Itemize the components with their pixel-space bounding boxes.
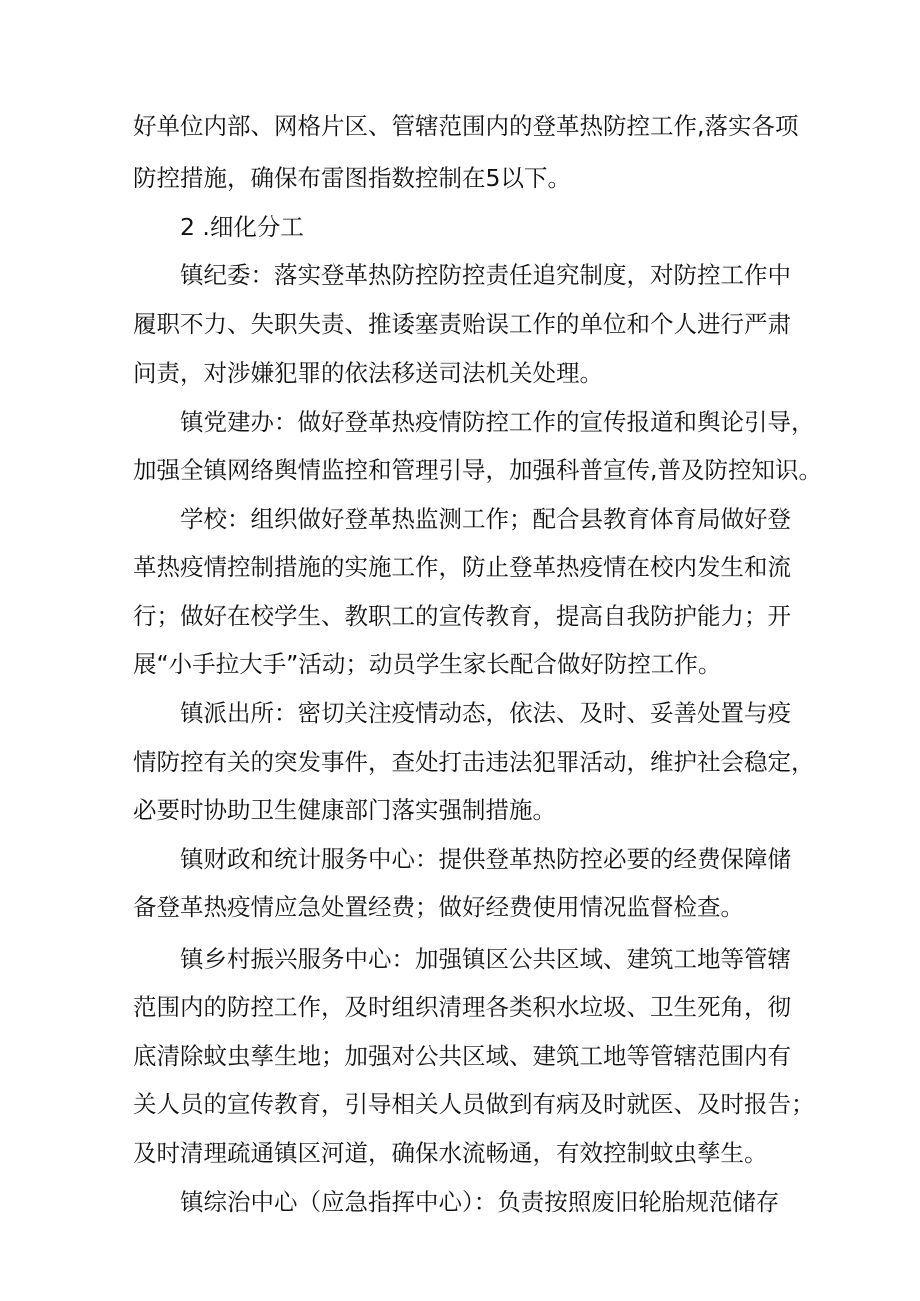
paragraph-start: 镇财政和统计服务中心：提供登革热防控必要的经费保障储 bbox=[180, 845, 791, 873]
text-line: 底清除蚊虫孳生地；加强对公共区域、建筑工地等管辖范围内有 bbox=[133, 1042, 791, 1070]
text-line: 行；做好在校学生、教职工的宣传教育，提高自我防护能力；开 bbox=[133, 602, 791, 630]
text-line: 防控措施，确保布雷图指数控制在5以下。 bbox=[133, 164, 571, 192]
paragraph-start: 镇综治中心（应急指挥中心）：负责按照废旧轮胎规范储存 bbox=[180, 1188, 780, 1216]
paragraph-start: 镇乡村振兴服务中心：加强镇区公共区域、建筑工地等管辖 bbox=[180, 945, 791, 973]
text-line: 关人员的宣传教育，引导相关人员做到有病及时就医、及时报告； bbox=[133, 1090, 815, 1118]
paragraph-start: 学校：组织做好登革热监测工作；配合县教育体育局做好登 bbox=[180, 505, 791, 533]
text-line: 必要时协助卫生健康部门落实强制措施。 bbox=[133, 796, 556, 824]
text-line: 好单位内部、网格片区、管辖范围内的登革热防控工作,落实各项 bbox=[133, 112, 799, 140]
text-line: 情防控有关的突发事件，查处打击违法犯罪活动，维护社会稳定， bbox=[133, 748, 815, 776]
text-line: 革热疫情控制措施的实施工作，防止登革热疫情在校内发生和流 bbox=[133, 553, 791, 581]
text-line: 加强全镇网络舆情监控和管理引导，加强科普宣传,普及防控知识。 bbox=[133, 456, 822, 484]
text-line: 备登革热疫情应急处置经费；做好经费使用情况监督检查。 bbox=[133, 893, 744, 921]
paragraph-start: 镇党建办：做好登革热疫情防控工作的宣传报道和舆论引导， bbox=[180, 408, 815, 436]
paragraph-start: 镇纪委：落实登革热防控防控责任追究制度，对防控工作中 bbox=[180, 261, 791, 289]
section-heading: 2 .细化分工 bbox=[180, 213, 304, 241]
text-line: 及时清理疏通镇区河道，确保水流畅通，有效控制蚊虫孳生。 bbox=[133, 1139, 768, 1167]
text-line: 问责，对涉嫌犯罪的依法移送司法机关处理。 bbox=[133, 359, 603, 387]
paragraph-start: 镇派出所：密切关注疫情动态，依法、及时、妥善处置与疫 bbox=[180, 699, 791, 727]
text-line: 范围内的防控工作，及时组织清理各类积水垃圾、卫生死角，彻 bbox=[133, 993, 791, 1021]
text-line: 履职不力、失职失责、推诿塞责贻误工作的单位和个人进行严肃 bbox=[133, 310, 791, 338]
text-line: 展“小手拉大手”活动；动员学生家长配合做好防控工作。 bbox=[133, 650, 722, 678]
